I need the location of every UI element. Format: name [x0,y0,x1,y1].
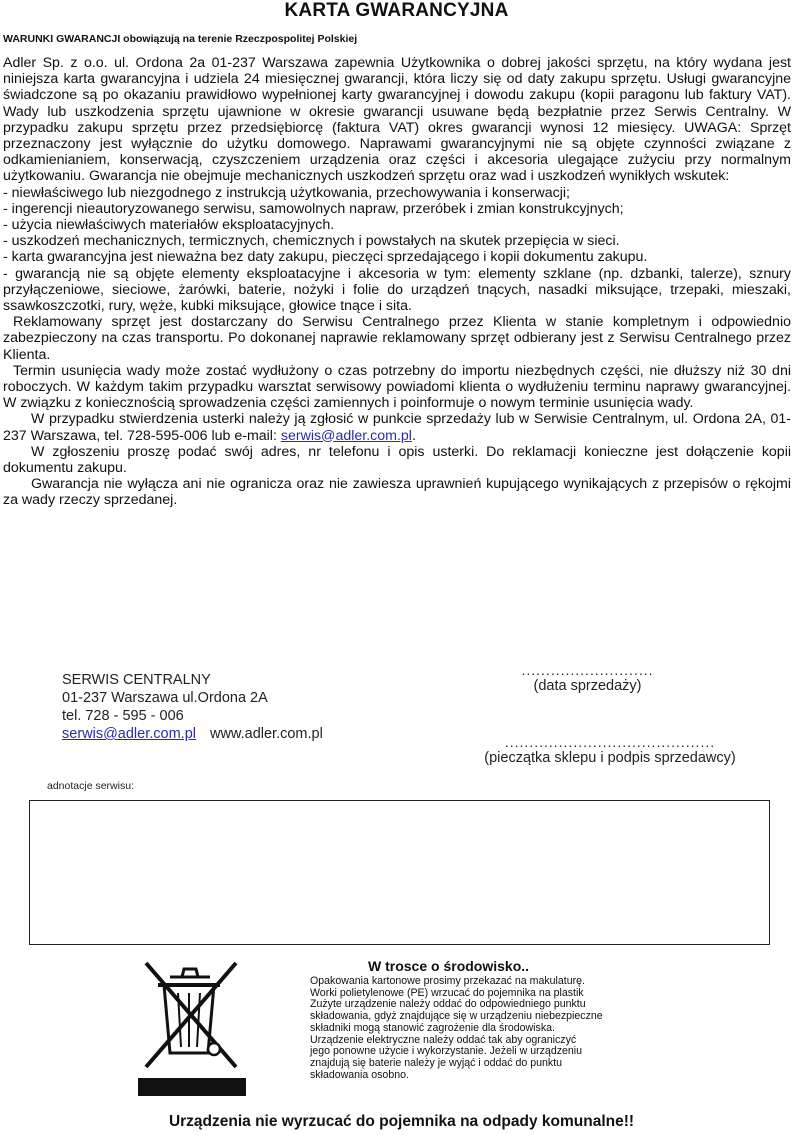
environment-line: składniki mogą stanowić zagrożenie dla środowiska. [310,1021,555,1034]
service-address: 01-237 Warszawa ul.Ordona 2A [62,690,268,706]
terms-paragraph-4-end: . [411,427,416,444]
terms-paragraph-4-text: W przypadku stwierdzenia usterki należy ją zgłosić w punkcie sprzedaży lub w Serwisie Centralnym, ul. Ordona 2A, 01-237 Warszawa, tel. 728-595-006 lub e-mail: [3,411,791,444]
environment-line: znajdują się baterie należy je wyjąć i oddać do punktu [310,1056,563,1069]
service-website[interactable]: www.adler.com.pl [209,726,323,742]
service-contact-block [62,671,323,743]
terms-paragraph-2: Reklamowany sprzęt jest dostarczany do Serwisu Centralnego przez Klienta w stanie kompletnym i odpowiednio zabezpieczony na czas transportu. Po dokonanej naprawie reklamowany sprzęt odbierany jest z Serwisu Centralnego przez Klienta. [3,314,791,363]
environment-line: Worki polietylenowe (PE) wrzucać do pojemnika na plastik [310,986,584,999]
environment-line: składowania osobno. [310,1068,409,1081]
disposal-warning: Urządzenia nie wyrzucać do pojemnika na odpady komunalne!! [168,1113,635,1130]
terms-bullet: - gwarancją nie są objęte elementy eksploatacyjne i akcesoria w tym: elementy szklane (np. dzbanki, talerze), sznury przyłączeniowe, sieciowe, żarówki, baterie, nożyki i folie do urządzeń tnących, nasadki miksujące, trzepaki, mieszaki, ssawkoszczotki, rury, węże, kubki miksujące, głowice tnące i sita. [3,265,791,315]
page-title: KARTA GWARANCYJNA [284,0,509,21]
environment-line: Opakowania kartonowe prosimy przekazać na makulaturę. [310,975,585,987]
warranty-subtitle: WARUNKI GWARANCJI obowiązują na terenie Rzeczpospolitej Polskiej [3,33,358,45]
terms-paragraph-4 [3,411,791,443]
crossed-out-bin-icon [136,955,248,1098]
seller-stamp-field [460,734,760,766]
environment-line: jego ponowne użycie i wykorzystanie. Jeżeli w urządzeniu [310,1045,583,1058]
warranty-terms [3,55,791,509]
seller-stamp-dots: ........................................... [504,734,716,750]
environment-text [310,976,710,1081]
service-email-link[interactable]: serwis@adler.com.pl [280,427,412,444]
terms-bullet: - ingerencji nieautoryzowanego serwisu, samowolnych napraw, przeróbek i zmian konstrukcyjnych; [3,200,624,217]
environment-title: W trosce o środowisko.. [368,958,530,974]
terms-paragraph-3: Termin usunięcia wady może zostać wydłużony o czas potrzebny do importu niezbędnych części, nie dłuższy niż 30 dni roboczych. W każdym takim przypadku warsztat serwisowy powiadomi klienta o wydłużeniu terminu naprawy gwarancyjnej. W związku z koniecznością sprowadzenia części zamiennych i poinformuje o nowym terminie usunięcia wady. [3,362,791,412]
environment-line: składowania, gdyż znajdujące się w urządzeniu niebezpieczne [310,1010,603,1023]
seller-stamp-label: (pieczątka sklepu i podpis sprzedawcy) [484,750,736,766]
terms-paragraph-6: Gwarancja nie wyłącza ani nie ogranicza oraz nie zawiesza uprawnień kupującego wynikających z przepisów o rękojmi za wady rzeczy sprzedanej. [3,476,791,509]
service-notes-box[interactable] [29,800,770,945]
sale-date-field [495,662,680,694]
environment-line: Zużyte urządzenie należy oddać do odpowiedniego punktu [310,998,586,1011]
service-name: SERWIS CENTRALNY [62,672,211,688]
sale-date-dots: ........................... [521,662,654,678]
service-phone: tel. 728 - 595 - 006 [62,708,184,724]
environment-line: Urządzenie elektryczne należy oddać tak aby ograniczyć [310,1033,577,1046]
terms-bullet: - karta gwarancyjna jest nieważna bez daty zakupu, pieczęci sprzedającego i kopii dokumentu zakupu. [3,249,648,266]
service-notes-label: adnotacje serwisu: [47,780,134,792]
sale-date-label: (data sprzedaży) [533,678,642,694]
terms-paragraph-5: W zgłoszeniu proszę podać swój adres, nr telefonu i opis usterki. Do reklamacji konieczne jest dołączenie kopii dokumentu zakupu. [3,443,791,477]
terms-bullet: - użycia niewłaściwych materiałów eksploatacyjnych. [3,217,335,234]
terms-bullet: - niewłaściwego lub niezgodnego z instrukcją użytkowania, przechowywania i konserwacji; [3,184,570,201]
terms-bullet: - uszkodzeń mechanicznych, termicznych, chemicznych i powstałych na skutek przepięcia w sieci. [3,233,620,250]
terms-paragraph-1: Adler Sp. z o.o. ul. Ordona 2a 01-237 Warszawa zapewnia Użytkownika o dobrej jakości sprzętu, na który wydana jest niniejsza karta gwarancyjna i udziela 24 miesięcznej gwarancji, która liczy się od daty zakupu sprzętu. Usługi gwarancyjne świadczone są po okazaniu prawidłowo wypełnionej karty gwarancyjnej i dowodu zakupu (kopii paragonu lub faktury VAT). Wady lub uszkodzenia sprzętu ujawnione w okresie gwarancji usuwane będą bezpłatnie przez Serwis Centralny. W przypadku zakupu sprzętu przez przedsiębiorcę (faktura VAT) okres gwarancji wynosi 12 miesięcy. UWAGA: Sprzęt przeznaczony jest wyłącznie do użytku domowego. Naprawami gwarancyjnymi nie są objęte czynności związane z odkamienianiem, konserwacją, czyszczeniem urządzenia oraz części i akcesoria ulegające zużyciu przy normalnym użytkowaniu. Gwarancja nie obejmuje mechanicznych uszkodzeń sprzętu oraz wad i uszkodzeń wynikłych wskutek: [3,55,791,185]
service-email[interactable]: serwis@adler.com.pl [62,726,196,742]
service-links-row [62,725,323,743]
